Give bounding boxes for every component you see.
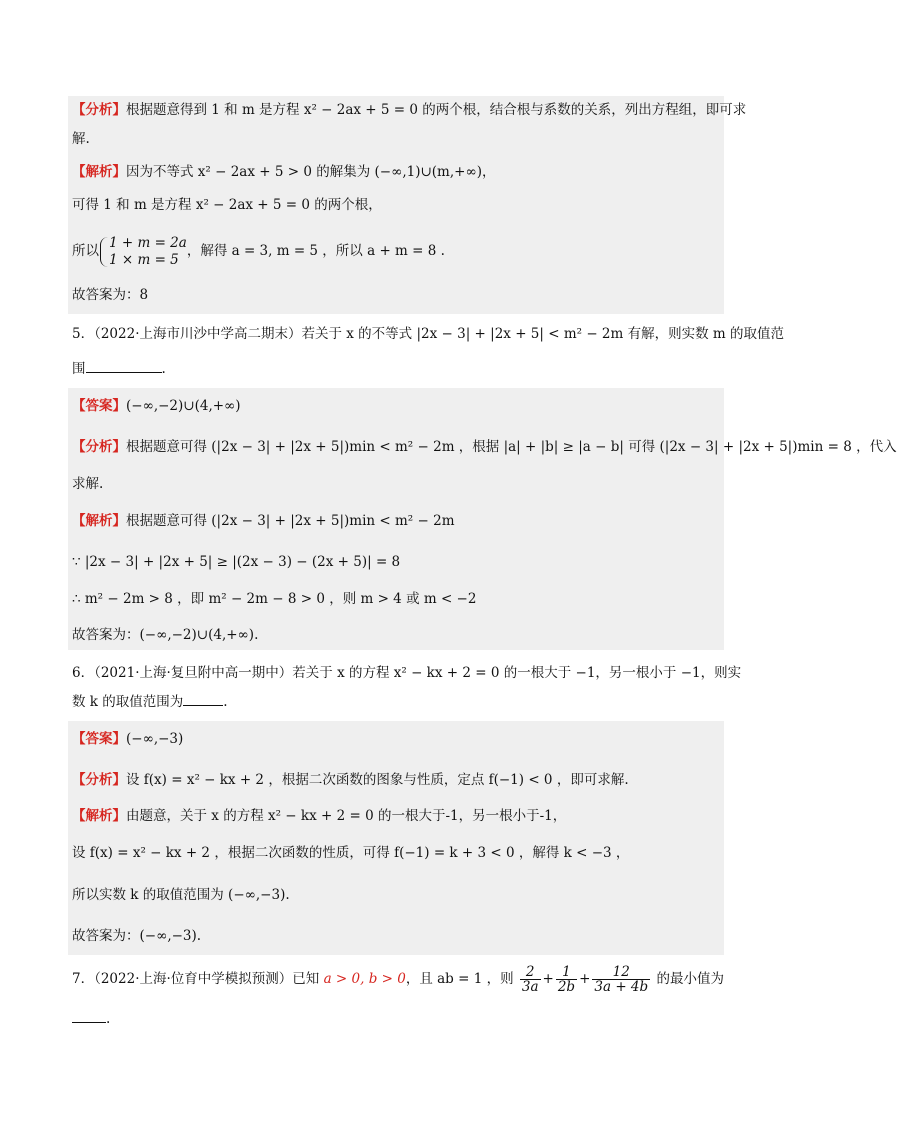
q6-analysis-line xyxy=(72,769,724,791)
solution-tag: 【解析】 xyxy=(72,808,126,824)
q6-answer-line xyxy=(72,728,724,750)
q5-conclusion-line xyxy=(72,624,724,646)
q4-solution-suffix: ，解得 a = 3, m = 5 ，所以 a + m = 8 . xyxy=(186,243,445,259)
system-line-2: 1 × m = 5 xyxy=(109,251,179,268)
q6-conclusion: 故答案为：(−∞,−3). xyxy=(72,928,202,944)
fraction-1-numerator: 2 xyxy=(520,965,541,980)
q5-solution-line xyxy=(72,510,724,532)
q6-solution-block xyxy=(68,721,724,955)
q7-stem-end: . xyxy=(106,1011,111,1027)
q4-analysis-text-1: 根据题意得到 1 和 m 是方程 x² − 2ax + 5 = 0 的两个根，结合根与系数的关系，列出方程组，即可求 xyxy=(126,102,747,118)
q6-solution-text-2: 设 f(x) = x² − kx + 2 ，根据二次函数的性质，可得 f(−1) = k + 3 < 0 ，解得 k < −3 ， xyxy=(72,845,630,861)
q5-stem-2: 围 xyxy=(72,361,86,377)
q7-condition: a > 0, b > 0 xyxy=(323,971,406,987)
q6-stem-end: . xyxy=(223,694,228,710)
analysis-tag: 【分析】 xyxy=(72,102,126,118)
q5-solution-line-2 xyxy=(72,551,724,573)
q6-solution-line-3 xyxy=(72,884,724,906)
fraction-1-denominator: 3a xyxy=(521,979,539,995)
q6-conclusion-line xyxy=(72,925,724,947)
q4-analysis-line-2 xyxy=(72,128,724,150)
q4-answer-line xyxy=(72,284,724,306)
q6-stem-2: 数 k 的取值范围为 xyxy=(72,694,184,710)
q5-analysis-line-2 xyxy=(72,473,724,495)
q5-conclusion: 故答案为：(−∞,−2)∪(4,+∞). xyxy=(72,627,259,643)
q5-answer-text: (−∞,−2)∪(4,+∞) xyxy=(126,398,241,414)
q5-solution-text-2: ∵ |2x − 3| + |2x + 5| ≥ |(2x − 3) − (2x + 5)| = 8 xyxy=(72,554,401,570)
q6-answer-text: (−∞,−3) xyxy=(126,731,184,747)
answer-blank xyxy=(72,1008,106,1023)
system-line-1: 1 + m = 2a xyxy=(109,234,187,251)
q4-solution-text-1: 因为不等式 x² − 2ax + 5 > 0 的解集为 (−∞,1)∪(m,+∞)， xyxy=(126,164,496,180)
equation-system xyxy=(99,235,187,269)
q5-stem-line-1 xyxy=(72,323,784,345)
q7-stem-prefix: 7．（2022·上海·位育中学模拟预测）已知 xyxy=(72,971,320,987)
q5-solution-text-1: 根据题意可得 (|2x − 3| + |2x + 5|)min < m² − 2m xyxy=(126,513,455,529)
q6-stem-line-2 xyxy=(72,691,724,713)
q6-solution-text-3: 所以实数 k 的取值范围为 (−∞,−3). xyxy=(72,887,290,903)
analysis-tag: 【分析】 xyxy=(72,772,126,788)
fraction-2 xyxy=(556,965,577,994)
q5-analysis-line xyxy=(72,436,897,458)
q6-solution-line xyxy=(72,805,724,827)
solution-tag: 【解析】 xyxy=(72,513,126,529)
fraction-1 xyxy=(520,965,541,994)
q7-stem-mid: ，且 ab = 1 ，则 xyxy=(405,971,514,987)
answer-blank xyxy=(86,358,162,373)
q7-stem-line-2 xyxy=(72,1008,724,1030)
q6-stem-line-1 xyxy=(72,662,742,684)
q5-analysis-text-2: 求解. xyxy=(72,476,104,492)
fraction-3 xyxy=(592,965,650,994)
q4-solution-line-2 xyxy=(72,194,724,216)
q5-solution-text-3: ∴ m² − 2m > 8 ，即 m² − 2m − 8 > 0 ，则 m > 4 或 m < −2 xyxy=(72,591,477,607)
answer-tag: 【答案】 xyxy=(72,398,126,414)
q5-solution-line-3 xyxy=(72,588,724,610)
q5-stem-end: . xyxy=(161,361,166,377)
q6-solution-text-1: 由题意，关于 x 的方程 x² − kx + 2 = 0 的一根大于-1，另一根小于-1， xyxy=(126,808,567,824)
answer-blank xyxy=(183,691,223,706)
q4-system-line xyxy=(72,229,724,273)
q4-solution-line xyxy=(72,161,724,183)
fraction-2-denominator: 2b xyxy=(557,979,576,995)
q7-stem-suffix: 的最小值为 xyxy=(656,971,724,987)
q4-answer-text: 故答案为：8 xyxy=(72,287,149,303)
q5-stem-line-2 xyxy=(72,358,724,380)
q6-solution-line-2 xyxy=(72,842,724,864)
q5-analysis-text-1: 根据题意可得 (|2x − 3| + |2x + 5|)min < m² − 2m ，根据 |a| + |b| ≥ |a − b| 可得 (|2x − 3| + |2x + 5|)min = 8 ，代入 xyxy=(126,439,897,455)
fraction-3-numerator: 12 xyxy=(592,965,650,980)
q4-solution-text-2: 可得 1 和 m 是方程 x² − 2ax + 5 = 0 的两个根， xyxy=(72,197,382,213)
solution-tag: 【解析】 xyxy=(72,164,126,180)
answer-tag: 【答案】 xyxy=(72,731,126,747)
analysis-tag: 【分析】 xyxy=(72,439,126,455)
q6-stem-1: 6．（2021·上海·复旦附中高一期中）若关于 x 的方程 x² − kx + 2 = 0 的一根大于 −1，另一根小于 −1，则实 xyxy=(72,665,742,681)
q4-analysis-line xyxy=(72,99,747,121)
q5-answer-line xyxy=(72,395,724,417)
q6-analysis-text: 设 f(x) = x² − kx + 2 ，根据二次函数的图象与性质，定点 f(−1) < 0 ，即可求解. xyxy=(126,772,629,788)
q5-stem-1: 5．（2022·上海市川沙中学高二期末）若关于 x 的不等式 |2x − 3| + |2x + 5| < m² − 2m 有解，则实数 m 的取值范 xyxy=(72,326,784,342)
fraction-2-numerator: 1 xyxy=(556,965,577,980)
q4-analysis-text-2: 解. xyxy=(72,131,90,147)
q7-stem-line-1: 7．（2022·上海·位育中学模拟预测）已知 a > 0, b > 0，且 ab = 1 ，则 $\frac{2}{3a}$ + $\frac{1}{2b}$ + $\frac{12}{3a + 4b}$ 的最小值为 xyxy=(72,964,724,995)
fraction-3-denominator: 3a + 4b xyxy=(594,979,649,995)
q4-solution-prefix: 所以 xyxy=(72,243,99,259)
